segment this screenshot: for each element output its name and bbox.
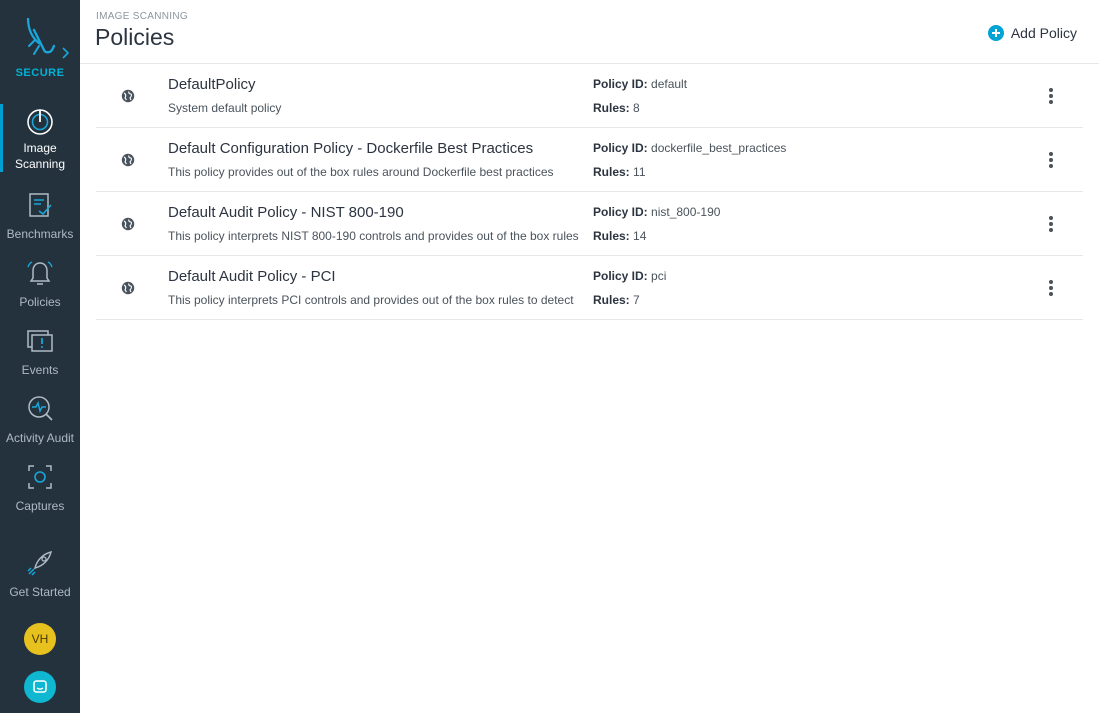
sidebar-item-label: Captures bbox=[15, 499, 65, 513]
image-scanning-icon bbox=[25, 106, 55, 136]
sidebar-item-image-scanning[interactable] bbox=[0, 104, 80, 172]
benchmarks-icon bbox=[25, 190, 55, 220]
plus-circle-icon bbox=[988, 25, 1004, 41]
policy-name[interactable]: DefaultPolicy bbox=[168, 76, 256, 93]
policy-rules: Rules: 7 bbox=[593, 293, 640, 307]
chat-button[interactable] bbox=[24, 671, 56, 703]
bell-icon bbox=[25, 258, 55, 288]
captures-icon bbox=[25, 462, 55, 492]
policy-id: Policy ID: dockerfile_best_practices bbox=[593, 141, 787, 155]
sidebar bbox=[0, 0, 80, 713]
breadcrumb: IMAGE SCANNING bbox=[96, 11, 188, 22]
policy-rules: Rules: 8 bbox=[593, 101, 640, 115]
policy-description: This policy interprets NIST 800-190 controls and provides out of the box rules bbox=[168, 229, 579, 243]
policy-description: This policy interprets PCI controls and provides out of the box rules to detect bbox=[168, 293, 574, 307]
chevron-right-icon bbox=[61, 46, 71, 60]
brand-label: SECURE bbox=[15, 67, 65, 79]
events-icon bbox=[25, 326, 55, 356]
policy-description: This policy provides out of the box rules around Dockerfile best practices bbox=[168, 165, 554, 179]
policy-name[interactable]: Default Configuration Policy - Dockerfile Best Practices bbox=[168, 140, 534, 157]
page-title: Policies bbox=[95, 24, 175, 50]
policy-name[interactable]: Default Audit Policy - PCI bbox=[168, 268, 336, 285]
sidebar-item-get-started[interactable] bbox=[0, 546, 80, 614]
sidebar-item-label: Image Scanning bbox=[14, 141, 66, 171]
more-options-icon[interactable] bbox=[1043, 150, 1059, 170]
policy-id: Policy ID: default bbox=[593, 77, 688, 91]
sidebar-item-activity-audit[interactable] bbox=[0, 392, 80, 460]
sidebar-item-captures[interactable] bbox=[0, 460, 80, 528]
policy-description: System default policy bbox=[168, 101, 282, 115]
globe-icon bbox=[121, 281, 135, 295]
sidebar-item-label: Events bbox=[21, 363, 59, 377]
table-row[interactable] bbox=[96, 192, 1083, 256]
rocket-icon bbox=[25, 548, 55, 578]
globe-icon bbox=[121, 153, 135, 167]
activity-audit-icon bbox=[25, 394, 55, 424]
page-header bbox=[80, 0, 1099, 64]
policy-rules: Rules: 14 bbox=[593, 229, 647, 243]
sidebar-item-benchmarks[interactable] bbox=[0, 188, 80, 256]
sidebar-item-label: Benchmarks bbox=[6, 227, 74, 241]
chat-icon bbox=[32, 679, 48, 695]
table-row[interactable] bbox=[96, 64, 1083, 128]
brand[interactable] bbox=[0, 14, 80, 84]
globe-icon bbox=[121, 89, 135, 103]
table-row[interactable] bbox=[96, 256, 1083, 320]
policy-id: Policy ID: pci bbox=[593, 269, 667, 283]
policy-rules: Rules: 11 bbox=[593, 165, 646, 179]
avatar[interactable]: VH bbox=[24, 623, 56, 655]
table-row[interactable] bbox=[96, 128, 1083, 192]
more-options-icon[interactable] bbox=[1043, 86, 1059, 106]
more-options-icon[interactable] bbox=[1043, 214, 1059, 234]
sidebar-item-events[interactable] bbox=[0, 324, 80, 392]
policy-name[interactable]: Default Audit Policy - NIST 800-190 bbox=[168, 204, 404, 221]
globe-icon bbox=[121, 217, 135, 231]
sysdig-logo-icon bbox=[22, 16, 58, 62]
policy-list bbox=[96, 64, 1083, 320]
sidebar-item-label: Policies bbox=[19, 295, 61, 309]
add-policy-label: Add Policy bbox=[1010, 25, 1077, 41]
policy-id: Policy ID: nist_800-190 bbox=[593, 205, 721, 219]
more-options-icon[interactable] bbox=[1043, 278, 1059, 298]
sidebar-item-policies[interactable] bbox=[0, 256, 80, 324]
add-policy-button[interactable] bbox=[988, 23, 1077, 43]
sidebar-item-label: Activity Audit bbox=[5, 431, 75, 445]
sidebar-item-label: Get Started bbox=[9, 585, 71, 599]
